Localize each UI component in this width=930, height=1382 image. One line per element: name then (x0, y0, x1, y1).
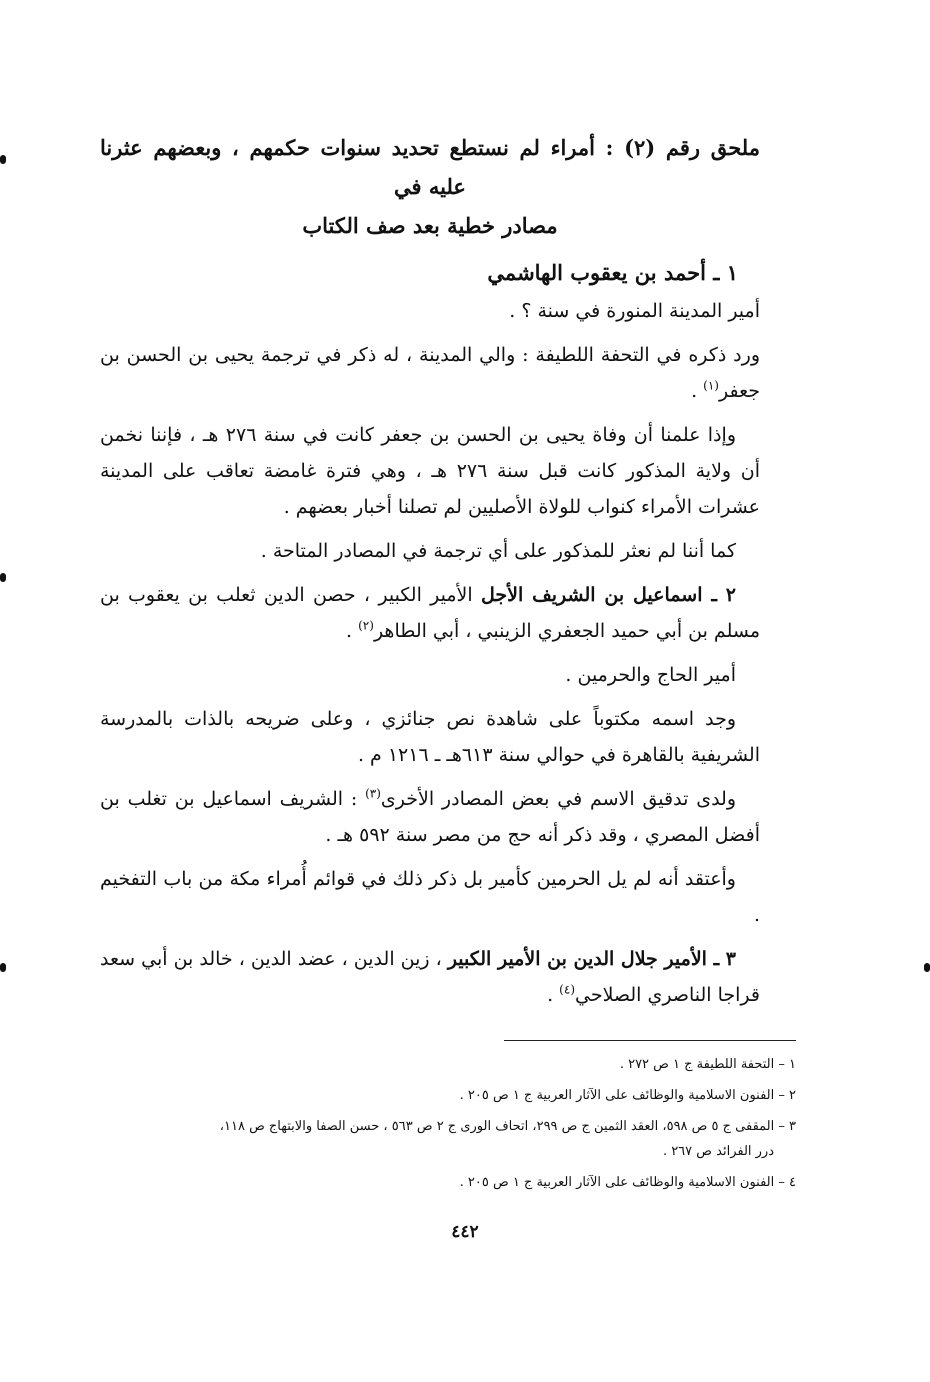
entry-3-title-rest: ، زين الدين ، عضد الدين ، خالد بن أبي سعد قراجا الناصري الصلاحي (100, 948, 760, 1006)
heading-line-2: مصادر خطية بعد صف الكتاب (302, 213, 558, 238)
entry-1-paragraph-2 (100, 337, 760, 409)
entry-1-paragraph-1: أمير المدينة المنورة في سنة ؟ . (509, 300, 760, 322)
footnote-2: ٢ – الفنون الاسلامية والوظائف على الآثار العربية ج ١ ص ٢٠٥ . (459, 1088, 796, 1103)
footnote-4: ٤ – الفنون الاسلامية والوظائف على الآثار العربية ج ١ ص ٢٠٥ . (459, 1175, 796, 1190)
scan-edge-mark (0, 963, 6, 972)
entry-2-title-end: . (346, 620, 359, 642)
footnotes (104, 1052, 796, 1201)
entry-2-paragraph-3 (100, 781, 760, 853)
footnote-ref-2: (٢) (358, 618, 374, 633)
appendix-heading (100, 128, 760, 245)
entry-2-title: ٢ ـ اسماعيل بن الشريف الأجل (480, 584, 736, 606)
entry-1-paragraph-2-end: . (691, 380, 704, 402)
entry-3-title-paragraph (100, 941, 760, 1013)
scan-edge-mark (924, 963, 930, 972)
page-number: ٤٤٢ (451, 1222, 479, 1242)
heading-line-1: ملحق رقم (٢) : أمراء لم نستطع تحديد سنوات حكمهم ، وبعضهم عثرنا عليه في (100, 135, 761, 199)
footnote-ref-3: (٣) (365, 786, 381, 801)
scan-edge-mark (0, 573, 6, 582)
footnote-separator (504, 1040, 796, 1041)
entry-3-title-end: . (547, 984, 560, 1006)
entry-3-title: ٣ ـ الأمير جلال الدين بن الأمير الكبير (447, 948, 736, 970)
scan-edge-mark (0, 155, 6, 164)
entry-1-title: ١ ـ أحمد بن يعقوب الهاشمي (487, 260, 738, 285)
entry-2-paragraph-1: أمير الحاج والحرمين . (565, 664, 736, 686)
entry-1-paragraph-2-text: ورد ذكره في التحفة اللطيفة : والي المدينة ، له ذكر في ترجمة يحيى بن الحسن بن جعفر (100, 344, 760, 402)
entry-2-paragraph-3-text: ولدى تدقيق الاسم في بعض المصادر الأخرى (380, 788, 737, 810)
entry-1-paragraph-3: وإذا علمنا أن وفاة يحيى بن الحسن بن جعفر كانت في سنة ٢٧٦ هـ ، فإننا نخمن أن ولاية المذكور كانت قبل سنة ٢٧٦ هـ ، وهي فترة غامضة تعاقب على المدينة عشرات الأمراء كنواب للولاة الأصليين لم تصلنا أخبار بعضهم . (100, 424, 760, 518)
footnote-1: ١ – التحفة اللطيفة ج ١ ص ٢٧٢ . (619, 1057, 796, 1072)
page-body (100, 128, 760, 1021)
entry-2-title-paragraph (100, 577, 760, 649)
entry-1-paragraph-4: كما أننا لم نعثر للمذكور على أي ترجمة في المصادر المتاحة . (260, 540, 736, 562)
footnote-ref-1: (١) (703, 378, 719, 393)
footnote-ref-4: (٤) (559, 982, 575, 997)
entry-2-paragraph-2: وجد اسمه مكتوباً على شاهدة نص جنائزي ، وعلى ضريحه بالذات بالمدرسة الشريفية بالقاهرة في حوالي سنة ٦١٣هـ ـ ١٢١٦ م . (100, 708, 760, 766)
entry-2-title-rest: الأمير الكبير ، حصن الدين ثعلب بن يعقوب بن مسلم بن أبي حميد الجعفري الزينبي ، أبي الطاهر (100, 584, 760, 642)
entry-2-paragraph-4: وأعتقد أنه لم يل الحرمين كأمير بل ذكر ذلك في قوائم أُمراء مكة من باب التفخيم . (100, 868, 760, 926)
footnote-3: ٣ – المقفى ج ٥ ص ٥٩٨، العقد الثمين ج ص ٢٩٩، اتحاف الورى ج ٢ ص ٥٦٣ ، حسن الصفا والابتهاج ص ١١٨، (219, 1119, 796, 1134)
entry-2-paragraph-3-rest: : الشريف اسماعيل بن تغلب بن أفضل المصري ، وقد ذكر أنه حج من مصر سنة ٥٩٢ هـ . (100, 788, 760, 846)
footnote-3-continuation: درر الفرائد ص ٢٦٧ . (662, 1144, 774, 1159)
